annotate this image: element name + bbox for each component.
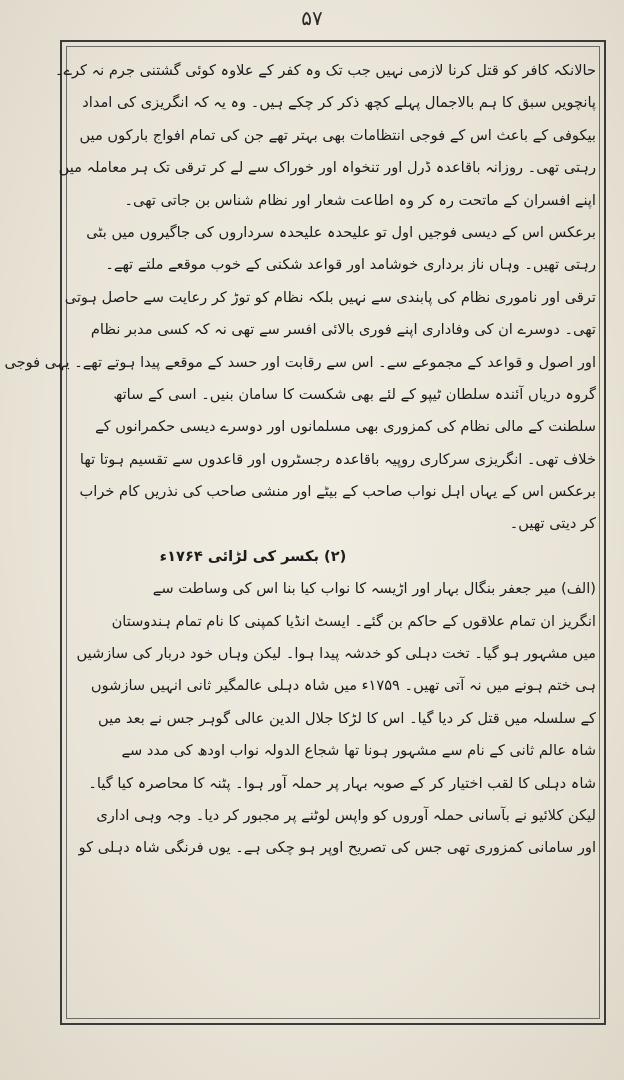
text-line: ترقی اور ناموری نظام کی پابندی سے نہیں بلکہ نظام کو توڑ کر رعایت سے حاصل ہوتی	[64, 288, 596, 306]
text-line: خلاف تھی۔ انگریزی سرکاری روپیہ باقاعدہ رجسٹروں اور قاعدوں سے تقسیم ہوتا تھا	[79, 450, 596, 468]
text-line: شاہ دہلی کا لقب اختیار کر کے صوبہ بہار پر حملہ آور ہوا۔ پٹنہ کا محاصرہ کیا گیا۔	[88, 774, 596, 792]
text-line: (الف) میر جعفر بنگال بہار اور اڑیسہ کا نواب کیا بنا اس کی وساطت سے	[152, 580, 596, 598]
text-line: کر دیتی تھیں۔	[509, 515, 596, 533]
page-number: ۵۷	[301, 6, 323, 30]
text-line: لیکن کلائیو نے بآسانی حملہ آوروں کو واپس لوٹنے پر مجبور کر دیا۔ وجہ وہی اداری	[96, 806, 596, 824]
text-line: رہتی تھی۔ روزانہ باقاعدہ ڈرل اور تنخواہ اور خوراک سے لے کر ترقی تک ہر معاملہ میں	[58, 159, 596, 177]
body-text	[4, 55, 596, 1015]
text-line: ہی ختم ہونے میں نہ آتی تھیں۔ ۱۷۵۹ء میں شاہ دہلی عالمگیر ثانی انہیں سازشوں	[90, 677, 596, 695]
text-line: رہتی تھیں۔ وہاں ناز برداری خوشامد اور قواعد شکنی کے خوب موقعے ملتے تھے۔	[105, 256, 596, 274]
text-line: اپنے افسران کے ماتحت رہ کر وہ اطاعت شعار اور نظام شناس بن جاتی تھی۔	[124, 191, 596, 209]
text-line: برعکس اس کے دیسی فوجیں اول تو علیحدہ علیحدہ سرداروں کی جاگیروں میں بٹی	[86, 223, 596, 241]
text-line: کے سلسلہ میں قتل کر دیا گیا۔ اس کا لڑکا جلال الدین عالی گوہر جس نے بعد میں	[98, 709, 596, 727]
text-line: تھی۔ دوسرے ان کی وفاداری اپنے فوری بالائی افسر سے تھی نہ کہ کسی مدبر نظام	[90, 321, 596, 339]
text-line: اور سامانی کمزوری تھی جس کی تصریح اوپر ہو چکی ہے۔ یوں فرنگی شاہ دہلی کو	[78, 839, 596, 857]
text-line: اور اصول و قواعد کے مجموعے سے۔ اس سے رقابت اور حسد کے موقعے پیدا ہوتے تھے۔ یہی فوجی	[4, 353, 596, 371]
text-line: برعکس اس کے یہاں اہل نواب صاحب کے بیٹے اور منشی صاحب کی نذریں کام خراب	[79, 483, 596, 501]
text-line: پانچویں سبق کا ہم بالاجمال پہلے کچھ ذکر کر چکے ہیں۔ وہ یہ کہ انگریزی کی امداد	[82, 94, 596, 112]
section-heading: (۲) بکسر کی لڑائی ۱۷۶۴ء	[159, 547, 347, 565]
text-line: گروہ دریاں آئندہ سلطان ٹیپو کے لئے بھی شکست کا سامان بنیں۔ اسی کے ساتھ	[113, 385, 596, 403]
text-line: شاہ عالم ثانی کے نام سے مشہور ہونا تھا شجاع الدولہ نواب اودھ کی مدد سے	[121, 742, 596, 760]
text-line: انگریز ان تمام علاقوں کے حاکم بن گئے۔ ایسٹ انڈیا کمپنی کا نام تمام ہندوستان	[111, 612, 596, 630]
text-line: سلطنت کے مالی نظام کی کمزوری بھی مسلمانوں اور دوسرے دیسی حکمرانوں کے	[95, 418, 596, 436]
text-line: حالانکہ کافر کو قتل کرنا لازمی نہیں جب تک وہ کفر کے علاوہ کوئی گشتنی جرم نہ کرے۔	[54, 62, 596, 79]
text-line: میں مشہور ہو گیا۔ تخت دہلی کو خدشہ پیدا ہوا۔ لیکن وہاں خود دربار کی سازشیں	[76, 645, 596, 663]
text-line: بیکوفی کے باعث اس کے فوجی انتظامات بھی بہتر تھے جن کی تمام افواج بارکوں میں	[79, 126, 596, 144]
